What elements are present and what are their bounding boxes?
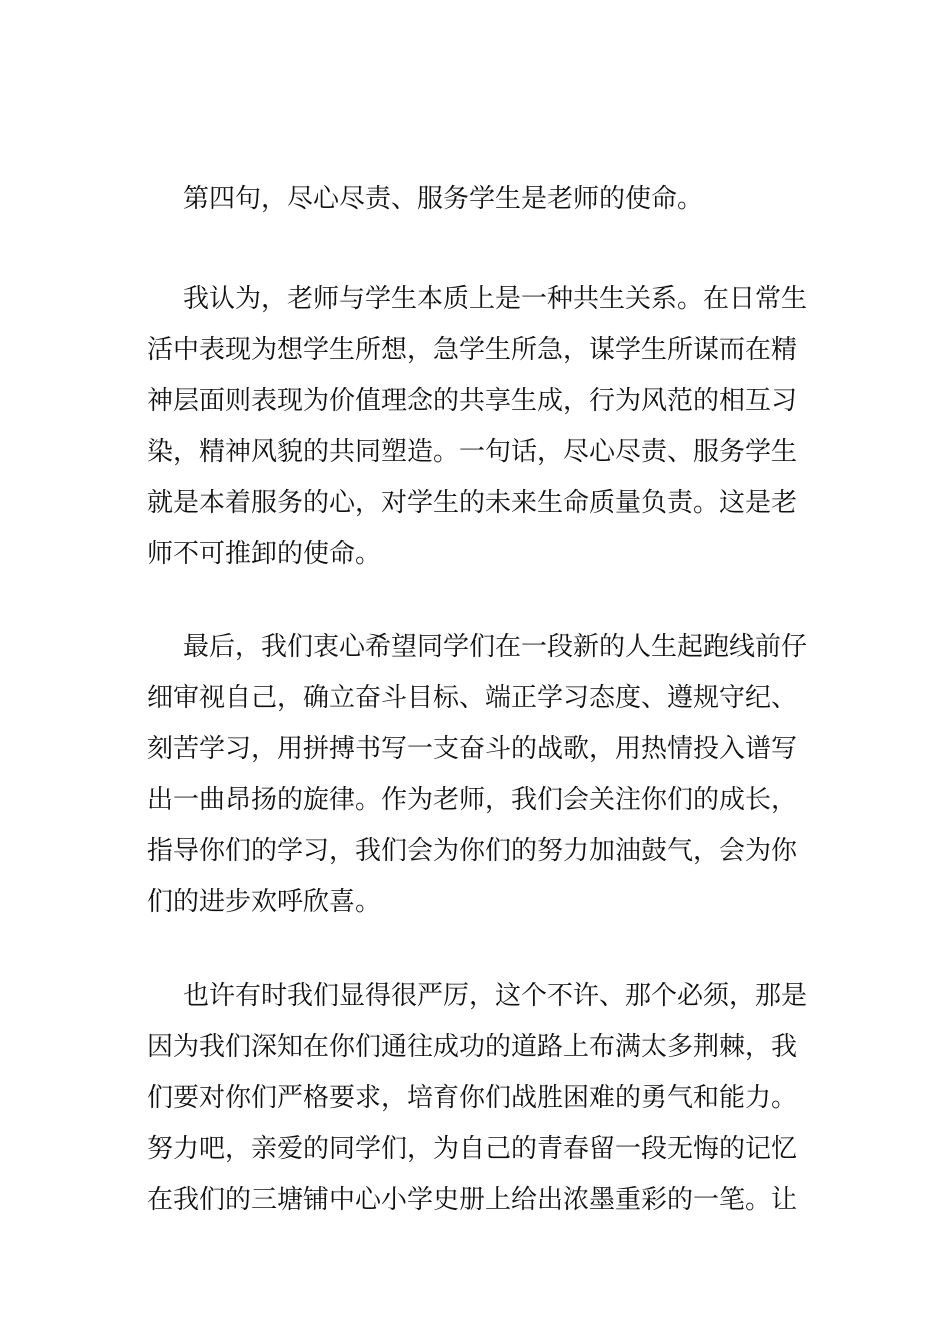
paragraph-line: 因为我们深知在你们通往成功的道路上布满太多荆棘，我 <box>147 1032 798 1062</box>
paragraph-line: 神层面则表现为价值理念的共享生成，行为风范的相互习 <box>147 386 798 416</box>
paragraph-symbiotic-relationship <box>147 274 807 580</box>
paragraph-strict-requirements <box>147 971 807 1226</box>
paragraph-line: 指导你们的学习，我们会为你们的努力加油鼓气，会为你 <box>147 836 798 866</box>
paragraph-line: 细审视自己，确立奋斗目标、端正学习态度、遵规守纪、 <box>147 683 798 713</box>
paragraph-line: 最后，我们衷心希望同学们在一段新的人生起跑线前仔 <box>183 632 808 662</box>
paragraph-line: 出一曲昂扬的旋律。作为老师，我们会关注你们的成长， <box>147 785 798 815</box>
paragraph-line: 刻苦学习，用拼搏书写一支奋斗的战歌，用热情投入谱写 <box>147 734 798 764</box>
paragraph-line: 在我们的三塘铺中心小学史册上给出浓墨重彩的一笔。让 <box>147 1185 798 1215</box>
paragraph-line: 第四句，尽心尽责、服务学生是老师的使命。 <box>183 184 704 214</box>
paragraph-line: 努力吧，亲爱的同学们，为自己的青春留一段无悔的记忆 <box>147 1134 798 1164</box>
paragraph-fourth-sentence <box>147 174 807 225</box>
paragraph-line: 我认为，老师与学生本质上是一种共生关系。在日常生 <box>183 284 808 314</box>
paragraph-line: 们的进步欢呼欣喜。 <box>147 887 382 917</box>
paragraph-line: 们要对你们严格要求，培育你们战胜困难的勇气和能力。 <box>147 1083 798 1113</box>
paragraph-line: 就是本着服务的心，对学生的未来生命质量负责。这是老 <box>147 488 798 518</box>
paragraph-line: 活中表现为想学生所想，急学生所急，谋学生所谋而在精 <box>147 335 798 365</box>
paragraph-line: 师不可推卸的使命。 <box>147 539 382 569</box>
paragraph-line: 也许有时我们显得很严厉，这个不许、那个必须，那是 <box>183 981 808 1011</box>
paragraph-line: 染，精神风貌的共同塑造。一句话，尽心尽责、服务学生 <box>147 437 798 467</box>
paragraph-finally-wishes <box>147 622 807 928</box>
